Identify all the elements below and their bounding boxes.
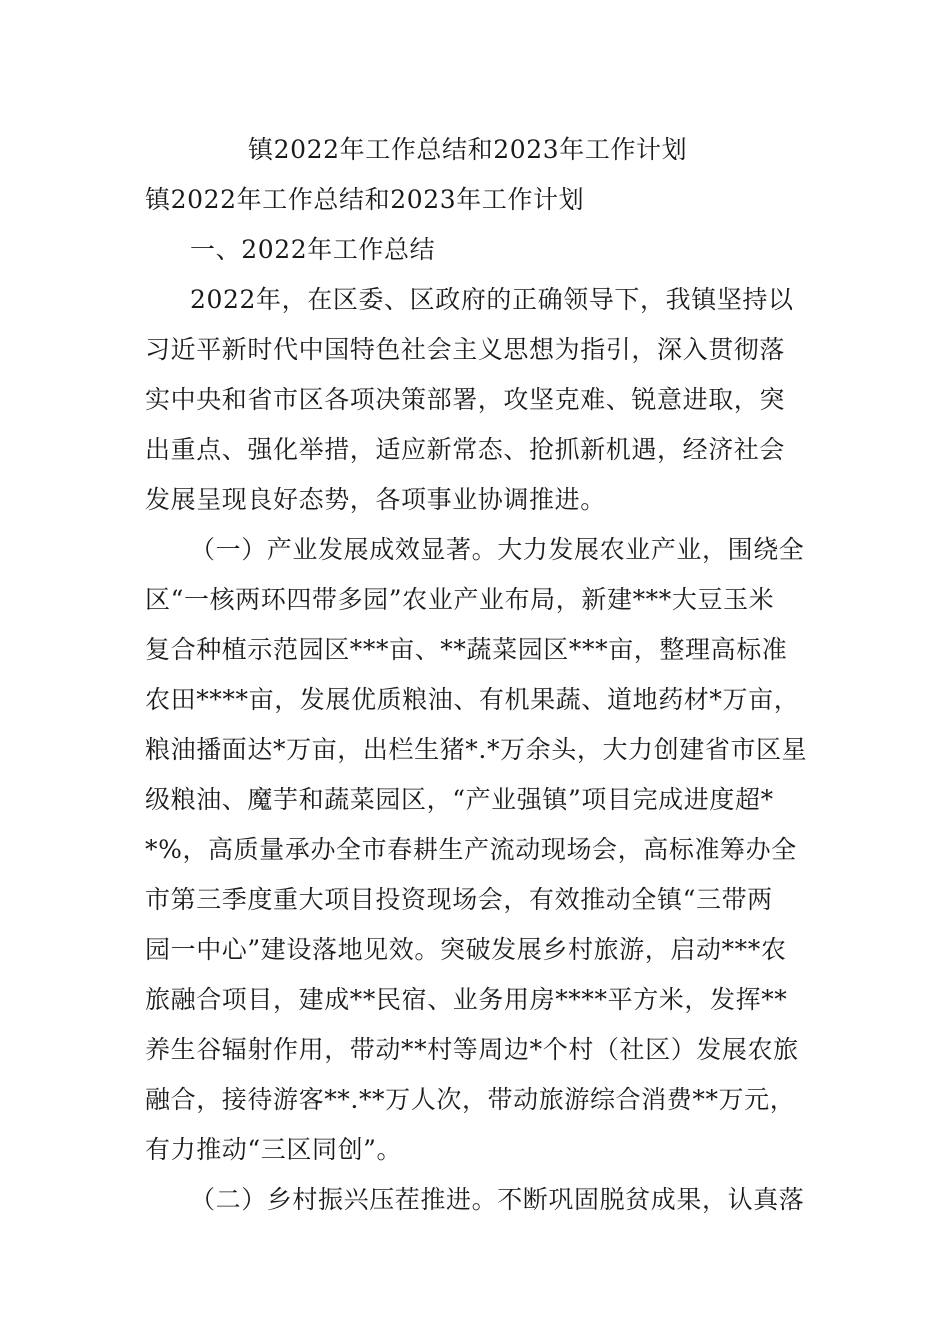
paragraph-2-line: 市第三季度重大项目投资现场会，有效推动全镇“三带两 (145, 885, 773, 914)
paragraph-2-line: 级粮油、魔芋和蔬菜园区，“产业强镇”项目完成进度超* (145, 785, 774, 814)
paragraph-2-line: *%，高质量承办全市春耕生产流动现场会，高标准筹办全 (145, 835, 797, 864)
paragraph-2-line: 区“一核两环四带多园”农业产业布局，新建***大豆玉米 (145, 585, 775, 614)
paragraph-2-line: 有力推动“三区同创”。 (145, 1135, 403, 1164)
paragraph-2-line: 复合种植示范园区***亩、**蔬菜园区***亩，整理高标准 (145, 635, 788, 664)
paragraph-2-line: 农田****亩，发展优质粮油、有机果蔬、道地药材*万亩， (145, 685, 800, 714)
paragraph-2-line: 融合，接待游客**.**万人次，带动旅游综合消费**万元， (145, 1085, 796, 1114)
paragraph-1-line: 实中央和省市区各项决策部署，攻坚克难、锐意进取，突 (145, 385, 786, 414)
section-heading-1: 一、2022年工作总结 (190, 235, 436, 264)
paragraph-2-line: （一）产业发展成效显著。大力发展农业产业，围绕全 (190, 535, 805, 564)
paragraph-3-line: （二）乡村振兴压茬推进。不断巩固脱贫成果，认真落 (190, 1185, 805, 1214)
paragraph-1-line: 出重点、强化举措，适应新常态、抢抓新机遇，经济社会 (145, 435, 786, 464)
paragraph-1-line: 习近平新时代中国特色社会主义思想为指引，深入贯彻落 (145, 335, 786, 364)
document-title: 镇2022年工作总结和2023年工作计划 (248, 135, 688, 164)
paragraph-2-line: 粮油播面达*万亩，出栏生猪*.*万余头，大力创建省市区星 (145, 735, 808, 764)
paragraph-1-line: 2022年，在区委、区政府的正确领导下，我镇坚持以 (190, 285, 794, 314)
document-subtitle: 镇2022年工作总结和2023年工作计划 (145, 185, 585, 214)
paragraph-1-line: 发展呈现良好态势，各项事业协调推进。 (145, 485, 606, 514)
paragraph-2-line: 养生谷辐射作用，带动**村等周边*个村（社区）发展农旅 (145, 1035, 799, 1064)
paragraph-2-line: 旅融合项目，建成**民宿、业务用房****平方米，发挥** (145, 985, 788, 1014)
paragraph-2-line: 园一中心”建设落地见效。突破发展乡村旅游，启动***农 (145, 935, 787, 964)
